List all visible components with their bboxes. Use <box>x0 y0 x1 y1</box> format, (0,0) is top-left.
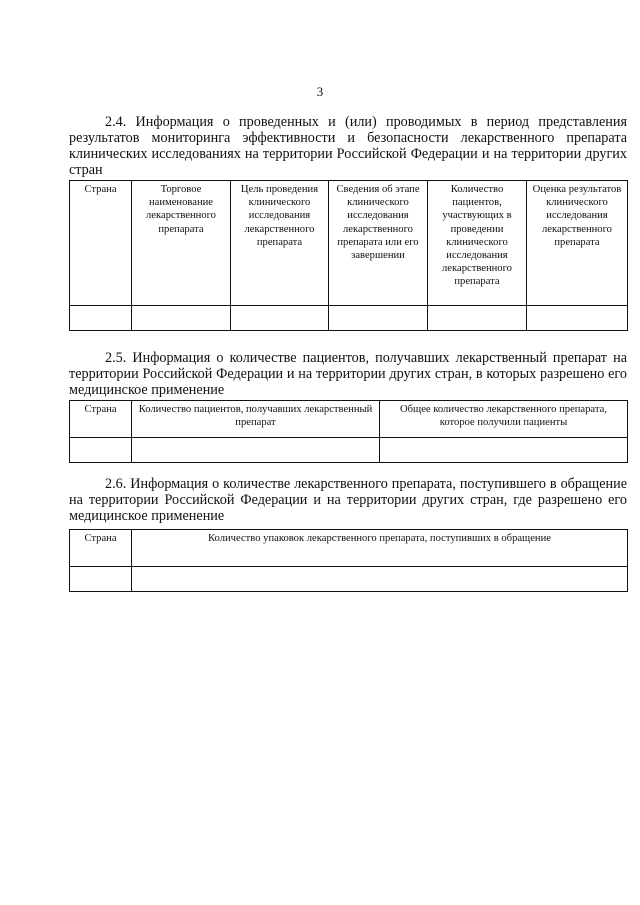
column-header-patient-count: Количество пациентов, получавших лекарственный препарат <box>132 401 380 438</box>
section-number: 2.6. <box>105 476 127 492</box>
table-header-row <box>70 181 628 306</box>
section-text: Информация о проведенных и (или) проводимых в период представления результатов мониторинга эффективности и безопасности лекарственного препарата клинических исследованиях на территории Российской Федерации и на территории других стран <box>69 114 627 178</box>
table-cell[interactable] <box>527 306 628 331</box>
column-header-trial-stage: Сведения об этапе клинического исследования лекарственного препарата или его завершении <box>329 181 428 306</box>
table-cell[interactable] <box>132 438 380 463</box>
table-cell[interactable] <box>428 306 527 331</box>
table-header-row <box>70 530 628 567</box>
column-header-patient-count: Количество пациентов, участвующих в проведении клинического исследования лекарственного препарата <box>428 181 527 306</box>
table-cell[interactable] <box>380 438 628 463</box>
column-header-trial-results: Оценка результатов клинического исследования лекарственного препарата <box>527 181 628 306</box>
column-header-country: Страна <box>70 181 132 306</box>
section-text: Информация о количестве пациентов, получавших лекарственный препарат на территории Российской Федерации и на территории других стран, в которых разрешено его медицинское применение <box>69 350 628 398</box>
section-2-5-heading <box>69 350 627 398</box>
table-cell[interactable] <box>231 306 329 331</box>
column-header-country: Страна <box>70 530 132 567</box>
table-header-row <box>70 401 628 438</box>
column-header-total-drug-amount: Общее количество лекарственного препарата, которое получили пациенты <box>380 401 628 438</box>
column-header-country: Страна <box>70 401 132 438</box>
table-cell[interactable] <box>70 567 132 592</box>
table-row <box>70 306 628 331</box>
section-text: Информация о количестве лекарственного препарата, поступившего в обращение на территории Российской Федерации и на территории других стран, где разрешено его медицинское применение <box>69 476 627 524</box>
table-row <box>70 438 628 463</box>
section-number: 2.5. <box>105 350 127 366</box>
column-header-trade-name: Торговое наименование лекарственного препарата <box>132 181 231 306</box>
table-cell[interactable] <box>132 567 628 592</box>
column-header-package-count: Количество упаковок лекарственного препарата, поступивших в обращение <box>132 530 628 567</box>
packages-in-circulation-table <box>69 529 628 592</box>
section-2-4-heading <box>69 114 627 178</box>
table-cell[interactable] <box>70 306 132 331</box>
section-2-6-heading <box>69 476 627 524</box>
table-cell[interactable] <box>329 306 428 331</box>
page-number: 3 <box>316 84 324 99</box>
clinical-trials-table <box>69 180 628 331</box>
patients-count-table <box>69 400 628 463</box>
table-row <box>70 567 628 592</box>
table-cell[interactable] <box>132 306 231 331</box>
table-cell[interactable] <box>70 438 132 463</box>
section-number: 2.4. <box>105 114 127 130</box>
column-header-trial-purpose: Цель проведения клинического исследования лекарственного препарата <box>231 181 329 306</box>
